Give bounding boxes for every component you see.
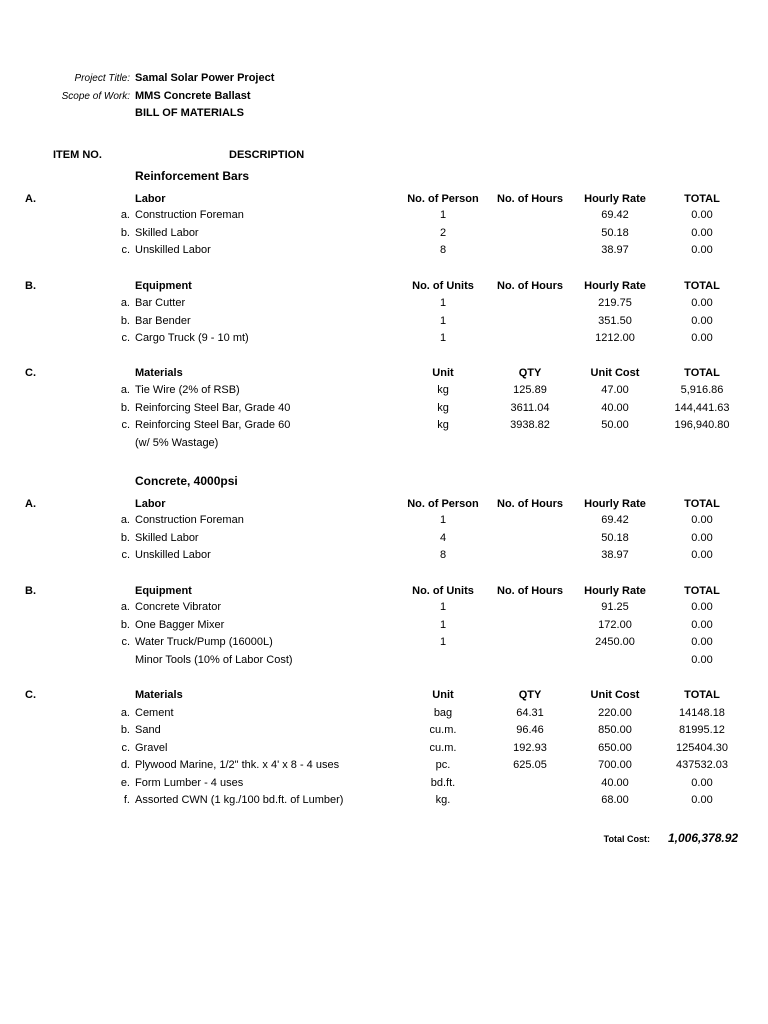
item-no-header: ITEM NO. — [53, 149, 102, 161]
row-total: 0.00 — [691, 549, 713, 561]
row-unit: bag — [433, 707, 453, 719]
row-unit-cost: 40.00 — [601, 402, 629, 414]
column-header: Unit Cost — [590, 367, 640, 379]
column-header: TOTAL — [684, 585, 720, 597]
row-description: Form Lumber - 4 uses — [135, 777, 244, 789]
row-total: 437532.03 — [676, 759, 728, 771]
row-count: 8 — [439, 549, 447, 561]
row-description: Sand — [135, 724, 161, 736]
row-letter: b. — [120, 315, 130, 327]
row-unit: kg — [437, 402, 449, 414]
row-count: 1 — [439, 297, 447, 309]
row-qty: 96.46 — [516, 724, 544, 736]
row-letter: c. — [121, 244, 130, 256]
row-description: Water Truck/Pump (16000L) — [135, 636, 273, 648]
row-letter: c. — [121, 549, 130, 561]
row-total: 5,916.86 — [680, 384, 724, 396]
section-title: Reinforcement Bars — [135, 169, 250, 183]
row-unit: pc. — [435, 759, 451, 771]
scope-label: Scope of Work: — [61, 91, 130, 102]
column-header: TOTAL — [684, 280, 720, 292]
project-title-label: Project Title: — [74, 73, 130, 84]
column-header: No. of Units — [412, 585, 474, 597]
row-rate: 2450.00 — [595, 636, 635, 648]
row-letter: f. — [123, 794, 130, 806]
row-count: 1 — [439, 601, 447, 613]
row-total: 0.00 — [691, 619, 713, 631]
row-letter: a. — [120, 384, 130, 396]
column-header: Hourly Rate — [584, 193, 646, 205]
row-letter: a. — [120, 209, 130, 221]
row-rate: 351.50 — [598, 315, 632, 327]
row-total: 0.00 — [691, 654, 713, 666]
row-unit: kg. — [435, 794, 451, 806]
row-letter: b. — [120, 227, 130, 239]
row-total: 14148.18 — [679, 707, 725, 719]
group-name: Equipment — [135, 585, 192, 597]
group-name: Labor — [135, 498, 166, 510]
column-header: QTY — [518, 689, 542, 701]
total-cost-value: 1,006,378.92 — [668, 831, 739, 845]
group-name: Materials — [135, 689, 183, 701]
row-letter: c. — [121, 636, 130, 648]
row-letter: a. — [120, 601, 130, 613]
row-count: 1 — [439, 636, 447, 648]
row-rate: 219.75 — [598, 297, 632, 309]
group-letter: C. — [25, 689, 36, 701]
row-unit-cost: 850.00 — [598, 724, 632, 736]
row-note: (w/ 5% Wastage) — [135, 437, 219, 449]
row-count: 1 — [439, 332, 447, 344]
row-qty: 125.89 — [513, 384, 547, 396]
column-header: No. of Person — [407, 193, 479, 205]
row-description: Concrete Vibrator — [135, 601, 222, 613]
row-description: Skilled Labor — [135, 227, 199, 239]
row-letter: e. — [120, 777, 130, 789]
row-letter: b. — [120, 724, 130, 736]
group-name: Equipment — [135, 280, 192, 292]
project-title: Samal Solar Power Project — [135, 72, 275, 84]
row-total: 0.00 — [691, 209, 713, 221]
column-header: Hourly Rate — [584, 585, 646, 597]
row-count: 8 — [439, 244, 447, 256]
document-title: BILL OF MATERIALS — [135, 107, 244, 119]
row-description: Unskilled Labor — [135, 549, 211, 561]
column-header: TOTAL — [684, 367, 720, 379]
row-total: 0.00 — [691, 601, 713, 613]
row-total: 81995.12 — [679, 724, 725, 736]
column-header: No. of Person — [407, 498, 479, 510]
row-unit: cu.m. — [429, 724, 457, 736]
row-count: 1 — [439, 619, 447, 631]
row-description: Construction Foreman — [135, 209, 244, 221]
row-count: 1 — [439, 315, 447, 327]
column-header: Hourly Rate — [584, 498, 646, 510]
row-description: Plywood Marine, 1/2" thk. x 4' x 8 - 4 uses — [135, 759, 340, 771]
row-description: Cargo Truck (9 - 10 mt) — [135, 332, 249, 344]
row-description: Unskilled Labor — [135, 244, 211, 256]
row-unit-cost: 47.00 — [601, 384, 629, 396]
group-letter: B. — [25, 585, 36, 597]
row-description: Construction Foreman — [135, 514, 244, 526]
row-qty: 192.93 — [513, 742, 547, 754]
row-description: Assorted CWN (1 kg./100 bd.ft. of Lumber) — [135, 794, 344, 806]
row-description: Minor Tools (10% of Labor Cost) — [135, 654, 293, 666]
row-unit-cost: 700.00 — [598, 759, 632, 771]
row-description: Bar Bender — [135, 315, 191, 327]
row-letter: b. — [120, 532, 130, 544]
group-letter: C. — [25, 367, 36, 379]
row-total: 144,441.63 — [674, 402, 730, 414]
group-letter: A. — [25, 193, 36, 205]
scope-of-work: MMS Concrete Ballast — [135, 90, 251, 102]
row-qty: 625.05 — [513, 759, 547, 771]
row-letter: a. — [120, 707, 130, 719]
row-letter: c. — [121, 742, 130, 754]
row-total: 196,940.80 — [674, 419, 730, 431]
row-description: Skilled Labor — [135, 532, 199, 544]
row-total: 0.00 — [691, 315, 713, 327]
row-unit-cost: 650.00 — [598, 742, 632, 754]
row-qty: 3611.04 — [510, 402, 550, 414]
row-rate: 50.18 — [601, 227, 629, 239]
column-header: Unit Cost — [590, 689, 640, 701]
group-name: Labor — [135, 193, 166, 205]
row-count: 2 — [439, 227, 447, 239]
row-count: 1 — [439, 209, 447, 221]
column-header: Hourly Rate — [584, 280, 646, 292]
description-header: DESCRIPTION — [229, 149, 305, 161]
row-qty: 3938.82 — [510, 419, 550, 431]
row-description: One Bagger Mixer — [135, 619, 225, 631]
row-letter: c. — [121, 419, 130, 431]
row-count: 1 — [439, 514, 447, 526]
column-header: No. of Hours — [497, 498, 563, 510]
column-header: TOTAL — [684, 498, 720, 510]
row-unit-cost: 50.00 — [601, 419, 629, 431]
row-letter: b. — [120, 402, 130, 414]
row-total: 0.00 — [691, 636, 713, 648]
row-letter: a. — [120, 514, 130, 526]
section-title: Concrete, 4000psi — [135, 474, 238, 488]
column-header: No. of Hours — [497, 280, 563, 292]
row-description: Bar Cutter — [135, 297, 186, 309]
column-header: QTY — [518, 367, 542, 379]
row-total: 0.00 — [691, 227, 713, 239]
column-header: No. of Hours — [497, 585, 563, 597]
row-rate: 38.97 — [601, 244, 629, 256]
row-rate: 91.25 — [601, 601, 629, 613]
group-name: Materials — [135, 367, 183, 379]
row-total: 0.00 — [691, 332, 713, 344]
row-rate: 1212.00 — [595, 332, 635, 344]
row-unit: kg — [437, 384, 449, 396]
row-total: 0.00 — [691, 777, 713, 789]
row-total: 0.00 — [691, 297, 713, 309]
row-description: Reinforcing Steel Bar, Grade 40 — [135, 402, 291, 414]
row-total: 0.00 — [691, 794, 713, 806]
row-description: Tie Wire (2% of RSB) — [135, 384, 240, 396]
row-letter: b. — [120, 619, 130, 631]
row-rate: 38.97 — [601, 549, 629, 561]
row-unit-cost: 68.00 — [601, 794, 629, 806]
row-total: 0.00 — [691, 514, 713, 526]
row-description: Gravel — [135, 742, 168, 754]
total-cost-label: Total Cost: — [603, 834, 650, 844]
row-total: 0.00 — [691, 244, 713, 256]
column-header: No. of Units — [412, 280, 474, 292]
row-rate: 69.42 — [601, 514, 629, 526]
row-letter: c. — [121, 332, 130, 344]
row-unit-cost: 220.00 — [598, 707, 632, 719]
row-total: 0.00 — [691, 532, 713, 544]
row-rate: 172.00 — [598, 619, 632, 631]
row-unit: kg — [437, 419, 449, 431]
column-header: No. of Hours — [497, 193, 563, 205]
row-description: Cement — [135, 707, 174, 719]
group-letter: B. — [25, 280, 36, 292]
column-header: Unit — [432, 689, 454, 701]
row-unit: bd.ft. — [430, 777, 456, 789]
row-unit: cu.m. — [429, 742, 457, 754]
row-count: 4 — [439, 532, 447, 544]
row-total: 125404.30 — [676, 742, 728, 754]
row-rate: 69.42 — [601, 209, 629, 221]
row-qty: 64.31 — [516, 707, 544, 719]
row-rate: 50.18 — [601, 532, 629, 544]
row-description: Reinforcing Steel Bar, Grade 60 — [135, 419, 291, 431]
column-header: TOTAL — [684, 689, 720, 701]
column-header: TOTAL — [684, 193, 720, 205]
group-letter: A. — [25, 498, 36, 510]
row-unit-cost: 40.00 — [601, 777, 629, 789]
column-header: Unit — [432, 367, 454, 379]
row-letter: a. — [120, 297, 130, 309]
row-letter: d. — [120, 759, 130, 771]
